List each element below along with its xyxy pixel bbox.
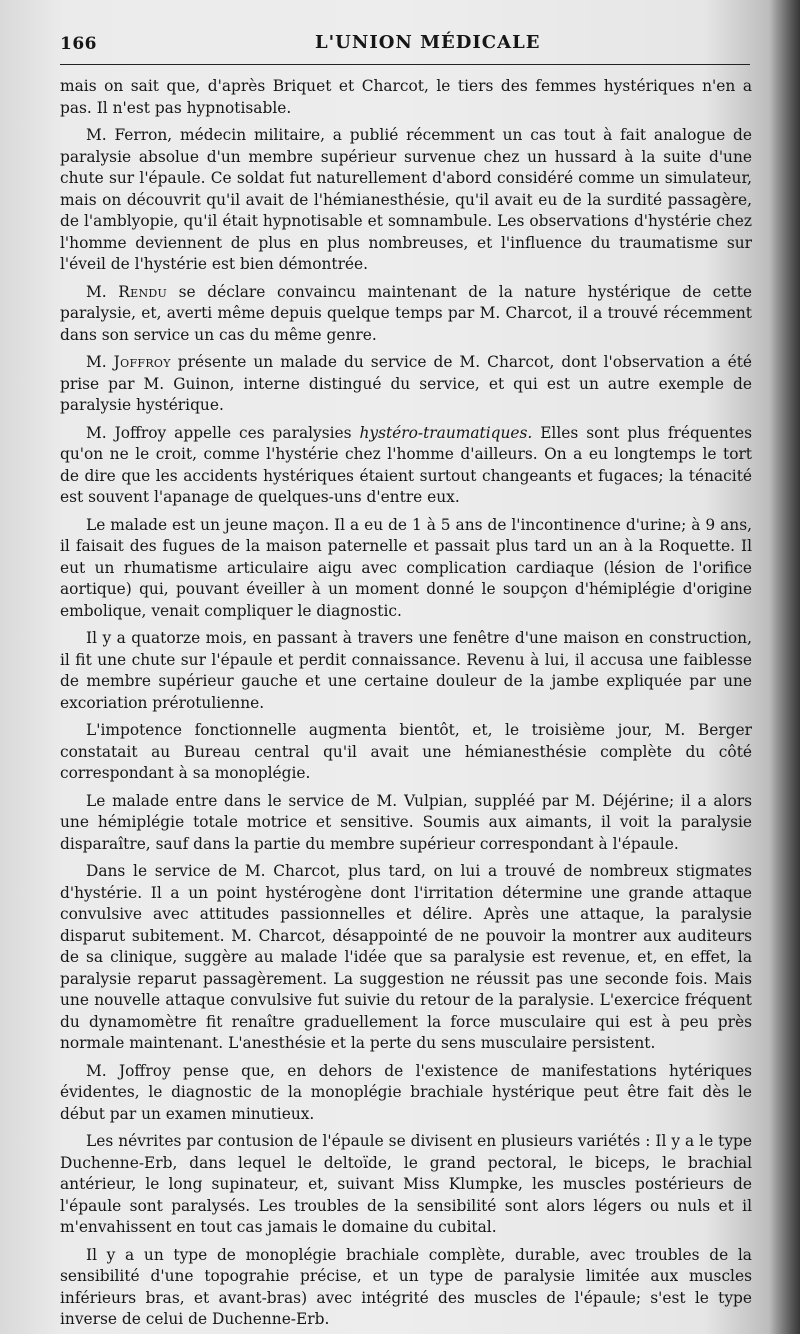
speaker-name: Rendu [118, 282, 168, 301]
paragraph [60, 861, 752, 1055]
paragraph [60, 1061, 752, 1126]
paragraph [60, 720, 752, 785]
paragraph-prefix: M. [86, 353, 114, 371]
paragraph-prefix: M. [86, 282, 119, 301]
paragraph-text: présente un malade du service de M. Charcot, dont l'observation a été prise par M. Guinon, interne distingué du service, et qui est un autre exemple de paralysie hystérique. [60, 353, 752, 414]
paragraph [60, 1131, 752, 1239]
paragraph-text: M. Joffroy appelle ces paralysies [86, 423, 360, 442]
paragraph-text: Les névrites par contusion de l'épaule se divisent en plusieurs variétés : Il y a le type Duchenne-Erb, dans lequel le deltoïde, le grand pectoral, le biceps, le brachial antérieur, le long supinateur, et, suivant Miss Klumpke, les muscles postérieurs de l'épaule sont paralysés. Les troubles de la sensibilité sont alors légers ou nuls et il m'envahissent en tout cas jamais le domaine du cubital. [60, 1132, 752, 1236]
header-rule [60, 64, 750, 65]
paragraph [60, 125, 752, 276]
paragraph-text: Il y a quatorze mois, en passant à travers une fenêtre d'une maison en construction, il fit une chute sur l'épaule et perdit connaissance. Revenu à lui, il accusa une faiblesse de membre supérieur gauche et une certaine douleur de la jambe expliquée par une excoriation prérotulienne. [60, 629, 752, 712]
paragraph-text: M. Joffroy pense que, en dehors de l'existence de manifestations hytériques évidentes, le diagnostic de la monoplégie brachiale hystérique peut être fait dès le début par un examen minutieux. [60, 1061, 752, 1123]
paragraph-text: L'impotence fonctionnelle augmenta bientôt, et, le troisième jour, M. Berger constatait au Bureau central qu'il avait une hémianesthésie complète du côté correspondant à sa monoplégie. [60, 721, 752, 782]
paragraph [60, 352, 752, 417]
paragraph-text: Le malade entre dans le service de M. Vulpian, suppléé par M. Déjérine; il a alors une hémiplégie totale motrice et sensitive. Soumis aux aimants, il voit la paralysie disparaître, sauf dans la partie du membre supérieur correspondant à l'épaule. [60, 791, 752, 853]
paragraph-text: M. Ferron, médecin militaire, a publié récemment un cas tout à fait analogue de paralysie absolue d'un membre supérieur survenue chez un hussard à la suite d'une chute sur l'épaule. Ce soldat fut naturellement d'abord considéré comme un simulateur, mais on découvrit qu'il avait de l'hémianesthésie, qu'il avait eu de la surdité passagère, de l'amblyopie, qu'il était hypnotisable et somnambule. Les observations d'hystérie chez l'homme deviennent de plus en plus nombreuses, et l'influence du traumatisme sur l'éveil de l'hystérie est bien démontrée. [60, 126, 752, 273]
paragraph-text: Le malade est un jeune maçon. Il a eu de 1 à 5 ans de l'incontinence d'urine; à 9 ans, il faisait des fugues de la maison paternelle et passait plus tard un an à la Roquette. Il eut un rhumatisme articulaire aigu avec complication cardiaque (lésion de l'orifice aortique) qui, pouvant éveiller à un moment donné le soupçon d'hémiplégie d'origine embolique, venait compliquer le diagnostic. [60, 515, 752, 620]
paragraph [60, 515, 752, 623]
page-number: 166 [60, 34, 97, 54]
paragraph [60, 423, 752, 509]
page-header [60, 30, 750, 60]
italic-term: hystéro-traumatiques. [359, 423, 533, 442]
paragraph-text: mais on sait que, d'après Briquet et Charcot, le tiers des femmes hystériques n'en a pas. Il n'est pas hypnotisable. [60, 77, 752, 117]
paragraph [60, 282, 752, 347]
paragraph [60, 1245, 752, 1331]
body-text [60, 76, 752, 1334]
paragraph-text: se déclare convaincu maintenant de la nature hystérique de cette paralysie, et, averti même depuis quelque temps par M. Charcot, il a trouvé récemment dans son service un cas du même genre. [60, 282, 752, 344]
paragraph [60, 628, 752, 714]
paragraph-text: Dans le service de M. Charcot, plus tard, on lui a trouvé de nombreux stigmates d'hystérie. Il a un point hystérogène dont l'irritation détermine une grande attaque convulsive avec attitudes passionnelles et délire. Après une attaque, la paralysie disparut subitement. M. Charcot, désappointé de ne pouvoir la montrer aux auditeurs de sa clinique, suggère au malade l'idée que sa paralysie est revenue, et, en effet, la paralysie reparut passagèrement. La suggestion ne réussit pas une seconde fois. Mais une nouvelle attaque convulsive fut suivie du retour de la paralysie. L'exercice fréquent du dynamomètre fit renaître graduellement la force musculaire qui est à peu près normale maintenant. L'anesthésie et la perte du sens musculaire persistent. [60, 862, 752, 1052]
speaker-name: Joffroy [113, 353, 171, 371]
running-title: L'UNION MÉDICALE [315, 32, 541, 53]
paragraph [60, 791, 752, 856]
paragraph [60, 76, 752, 119]
book-spine-shadow [770, 0, 800, 1334]
paragraph-text: Elles sont plus fréquentes qu'on ne le croit, comme l'hystérie chez l'homme d'ailleurs. On a eu longtemps le tort de dire que les accidents hystériques étaient surtout changeants et fugaces; la ténacité est souvent l'apanage de quelques-uns d'entre eux. [60, 423, 753, 506]
paragraph-text: Il y a un type de monoplégie brachiale complète, durable, avec troubles de la sensibilité d'une topograhie précise, et un type de paralysie limitée aux muscles inférieurs bras, et avant-bras) avec intégrité des muscles de l'épaule; s'est le type inverse de celui de Duchenne-Erb. [60, 1245, 752, 1328]
